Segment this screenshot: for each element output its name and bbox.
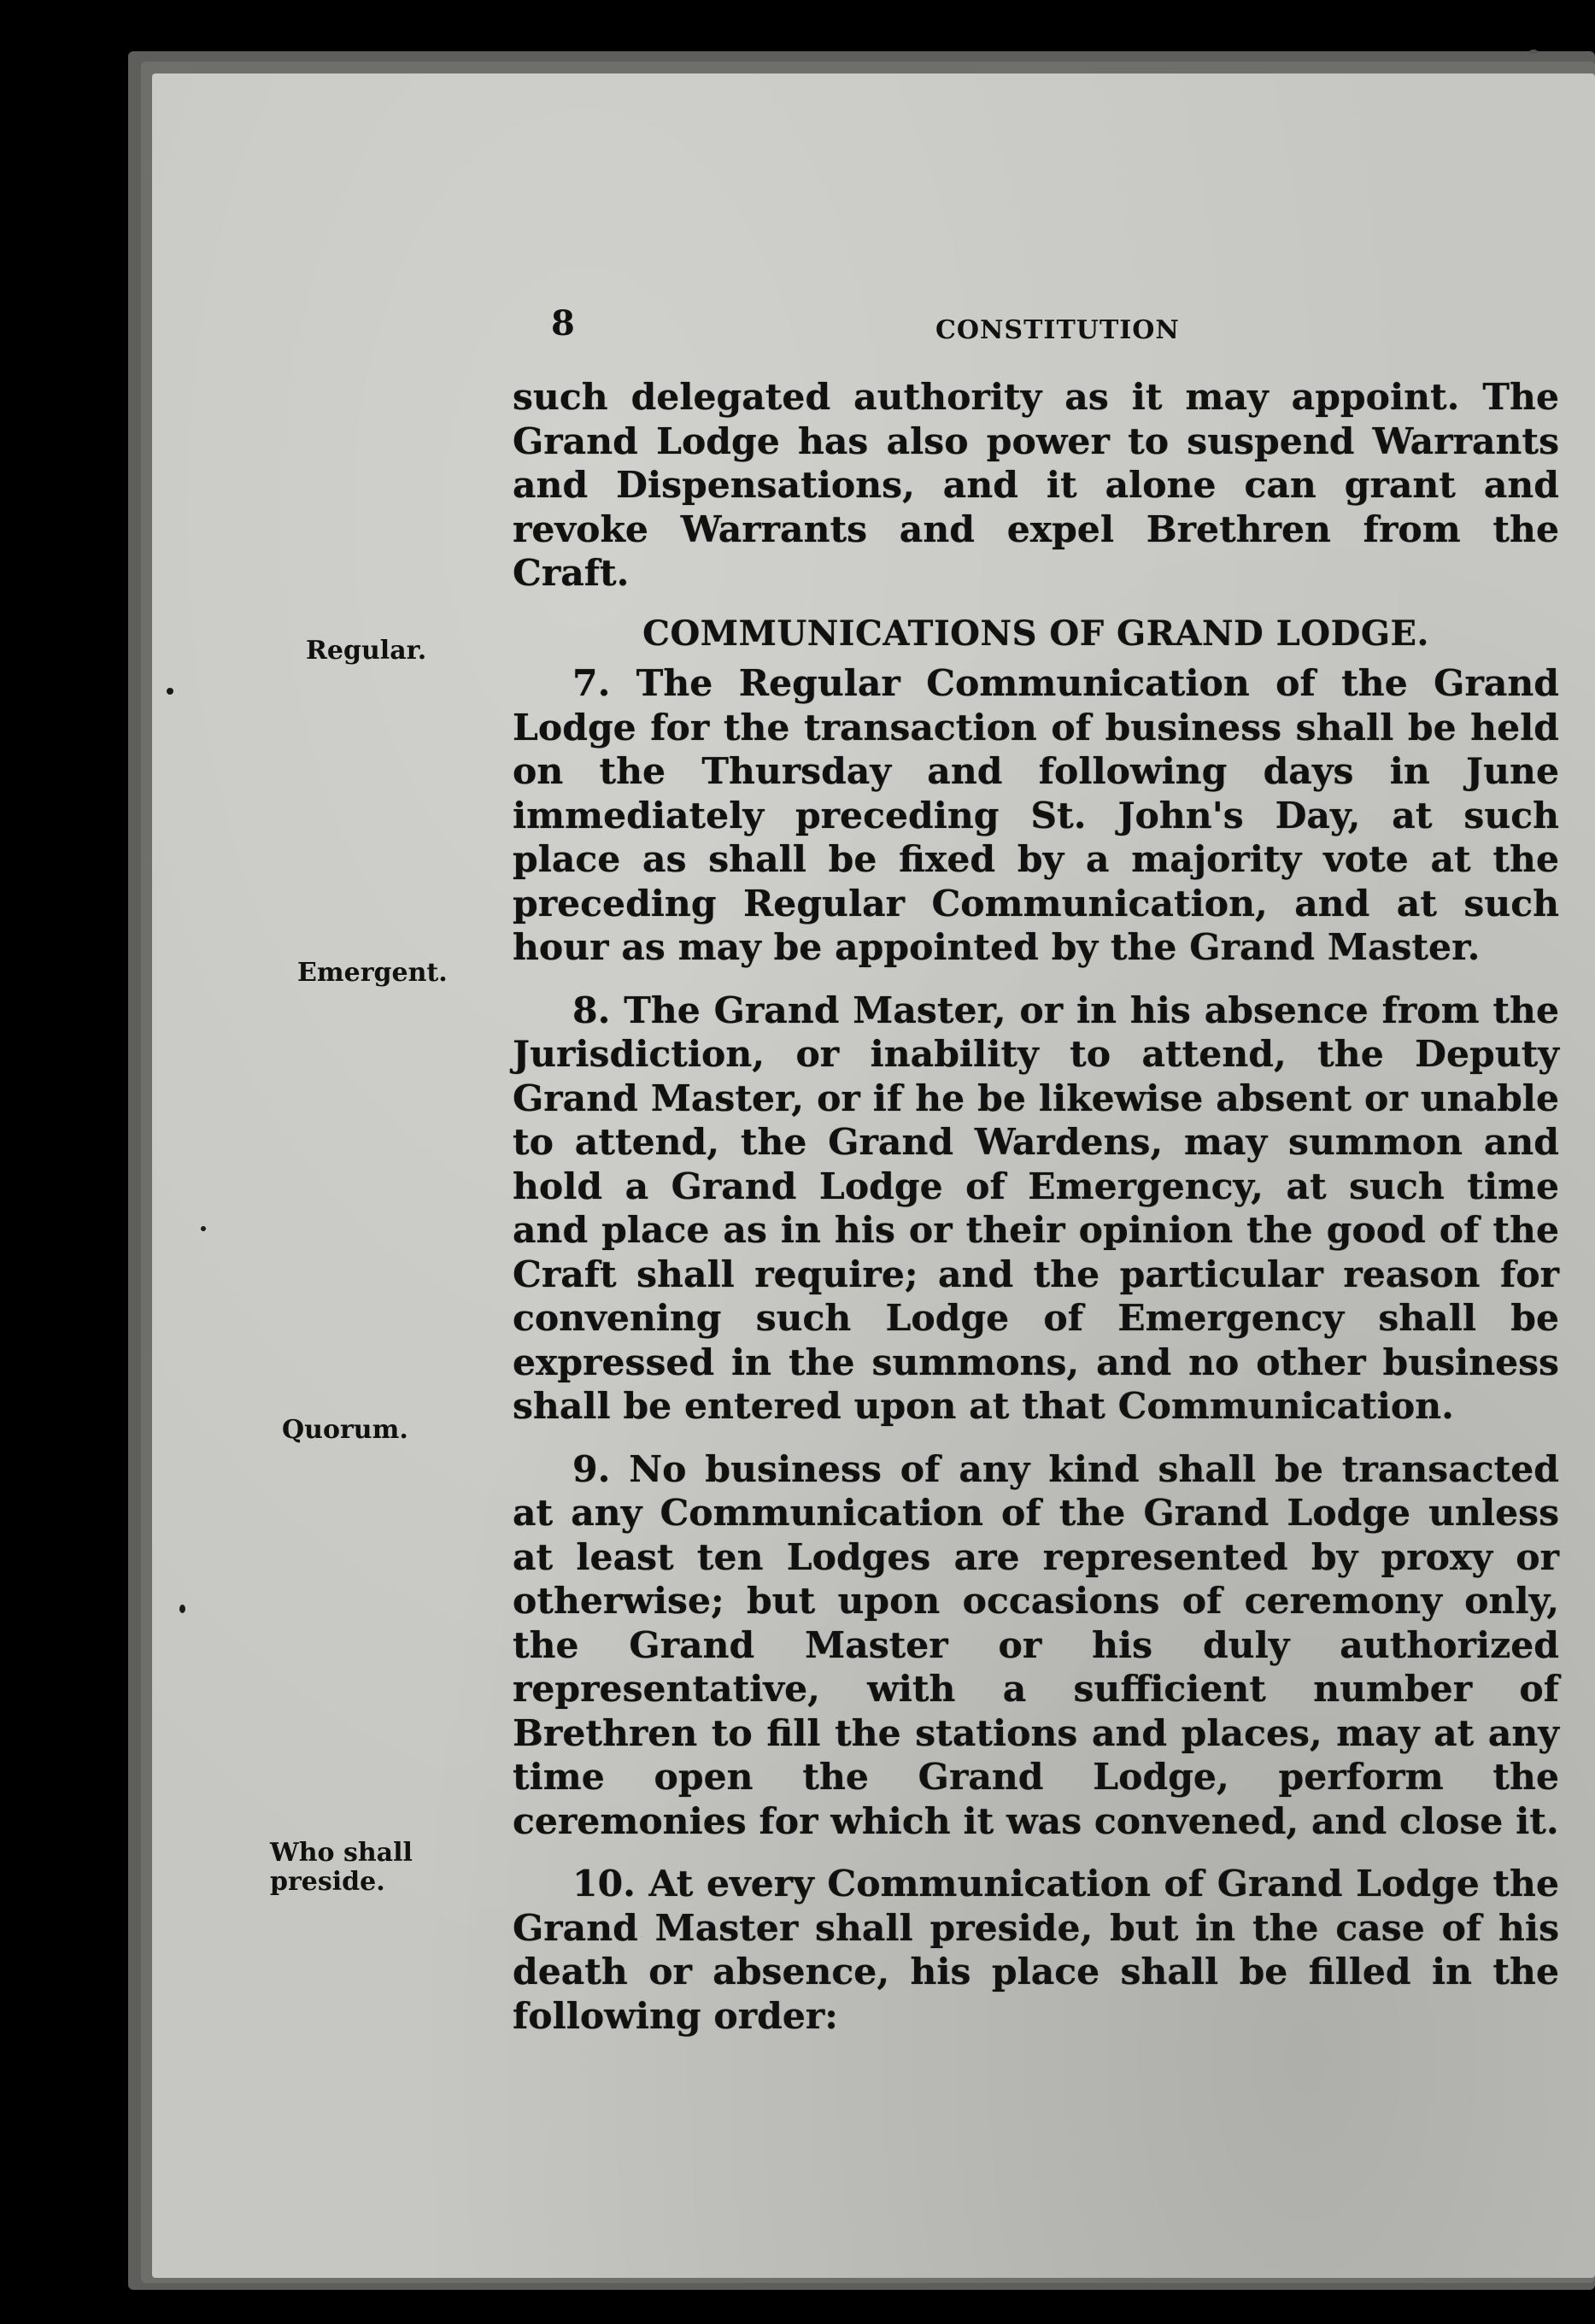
scan-speck	[201, 1226, 206, 1231]
paragraph-10-who-shall-preside: 10. At every Communication of Grand Lodge the Grand Master shall preside, but in the case of his death or absence, his place shall be filled in the following order:	[513, 1863, 1559, 2038]
running-head: CONSTITUTION	[935, 315, 1180, 345]
side-note-who-shall-preside: Who shall preside.	[270, 1838, 413, 1897]
side-note-emergent: Emergent.	[297, 958, 448, 988]
paragraph-8-emergent: 8. The Grand Master, or in his absence from the Jurisdiction, or inability to attend, the Deputy Grand Master, or if he be likewise absent or unable to attend, the Grand Wardens, may summon and hold a Grand Lodge of Emergency, at such time and place as in his or their opinion the good of the Craft shall require; and the particular reason for convening such Lodge of Emergency shall be expressed in the summons, and no other business shall be entered upon at that Communication.	[513, 989, 1559, 1428]
scan-speck	[167, 688, 173, 695]
side-note-quorum: Quorum.	[282, 1415, 408, 1445]
page-number: 8	[551, 303, 575, 343]
scan-speck	[179, 1605, 185, 1613]
paragraph-7-regular: 7. The Regular Communication of the Grand Lodge for the transaction of business shall be held on the Thursday and following days in June immediately preceding St. John's Day, at such place as shall be fixed by a majority vote at the preceding Regular Communication, and at such hour as may be appointed by the Grand Master.	[513, 662, 1559, 969]
paragraph-9-quorum: 9. No business of any kind shall be transacted at any Communication of the Grand Lodge unless at least ten Lodges are represented by proxy or otherwise; but upon occasions of ceremony only, the Grand Master or his duly authorized representative, with a sufficient number of Brethren to fill the stations and places, may at any time open the Grand Lodge, perform the ceremonies for which it was convened, and close it.	[513, 1447, 1559, 1843]
side-note-regular: Regular.	[306, 636, 427, 666]
body-text	[513, 376, 1559, 2039]
continuation-paragraph: such delegated authority as it may appoint. The Grand Lodge has also power to suspend Warrants and Dispensations, and it alone can grant and revoke Warrants and expel Brethren from the Craft.	[513, 376, 1559, 595]
scan-speck	[1529, 50, 1538, 54]
section-heading: COMMUNICATIONS OF GRAND LODGE.	[642, 613, 1429, 654]
page-header	[0, 303, 1595, 355]
